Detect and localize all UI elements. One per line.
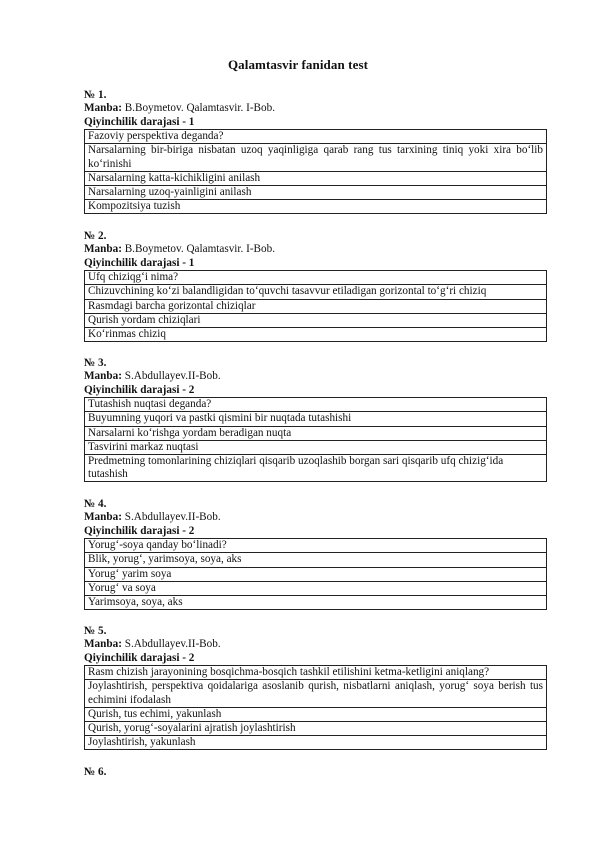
answer-option: Narsalarning uzoq-yainligini anilash xyxy=(85,186,547,200)
question-source xyxy=(84,638,548,651)
question-number: № 6. xyxy=(84,766,107,778)
difficulty-level: Qiyinchilik darajasi - 1 xyxy=(84,256,195,269)
source-text: S.Abdullayev.II-Bob. xyxy=(124,370,221,383)
answer-option: Qurish yordam chiziqlari xyxy=(85,313,547,327)
answer-row xyxy=(85,736,547,750)
answer-option: Kompozitsiya tuzish xyxy=(85,200,547,214)
answer-row xyxy=(85,328,547,342)
answer-option: Yorug‘ yarim soya xyxy=(85,567,547,581)
question-row xyxy=(85,271,547,285)
source-text: B.Boymetov. Qalamtasvir. I-Bob. xyxy=(124,243,276,256)
correct-answer: Blik, yorug‘, yarimsoya, soya, aks xyxy=(85,553,547,567)
answer-option: Narsalarni ko‘rishga yordam beradigan nuqta xyxy=(85,426,547,440)
answer-row xyxy=(85,567,547,581)
difficulty-level: Qiyinchilik darajasi - 2 xyxy=(84,383,195,396)
question-number: № 1. xyxy=(84,89,107,101)
answer-option: Yorug‘ va soya xyxy=(85,581,547,595)
answer-row xyxy=(85,299,547,313)
source-text: B.Boymetov. Qalamtasvir. I-Bob. xyxy=(124,102,276,115)
answer-row xyxy=(85,455,547,482)
question-row xyxy=(85,130,547,144)
answer-option: Tasvirini markaz nuqtasi xyxy=(85,440,547,454)
difficulty-level: Qiyinchilik darajasi - 2 xyxy=(84,524,195,537)
question-row xyxy=(85,398,547,412)
answer-table xyxy=(84,397,547,482)
question-text: Tutashish nuqtasi deganda? xyxy=(85,398,547,412)
question-2 xyxy=(84,230,548,342)
answer-row xyxy=(85,412,547,426)
answer-table xyxy=(84,665,547,750)
difficulty-level: Qiyinchilik darajasi - 2 xyxy=(84,651,195,664)
answer-option: Joylashtirish, yakunlash xyxy=(85,736,547,750)
answer-row xyxy=(85,596,547,610)
question-number: № 4. xyxy=(84,498,107,510)
answer-option: Rasmdagi barcha gorizontal chiziqlar xyxy=(85,299,547,313)
question-6 xyxy=(84,766,548,779)
correct-answer: Buyumning yuqori va pastki qismini bir nuqtada tutashishi xyxy=(85,412,547,426)
answer-row xyxy=(85,553,547,567)
answer-table xyxy=(84,129,547,214)
answer-row xyxy=(85,581,547,595)
question-3 xyxy=(84,357,548,482)
answer-row xyxy=(85,707,547,721)
answer-option: Narsalarning katta-kichikligini anilash xyxy=(85,171,547,185)
source-text: S.Abdullayev.II-Bob. xyxy=(124,511,221,524)
source-label: Manba: xyxy=(84,243,122,256)
question-text: Yorug‘-soya qanday bo‘linadi? xyxy=(85,539,547,553)
answer-row xyxy=(85,144,547,171)
question-4 xyxy=(84,498,548,610)
answer-row xyxy=(85,722,547,736)
answer-option: Qurish, tus echimi, yakunlash xyxy=(85,707,547,721)
question-source xyxy=(84,102,548,115)
source-label: Manba: xyxy=(84,102,122,115)
answer-option: Ko‘rinmas chiziq xyxy=(85,328,547,342)
page-title: Qalamtasvir fanidan test xyxy=(227,57,369,72)
question-number: № 2. xyxy=(84,230,107,242)
question-text: Ufq chiziqg‘i nima? xyxy=(85,271,547,285)
answer-row xyxy=(85,313,547,327)
answer-row xyxy=(85,186,547,200)
source-label: Manba: xyxy=(84,638,122,651)
question-number: № 3. xyxy=(84,357,107,369)
correct-answer: Narsalarning bir-biriga nisbatan uzoq yaqinligiga qarab rang tus tarxining tiniq yoki xira bo‘lib ko‘rinishi xyxy=(85,144,547,171)
correct-answer: Chizuvchining ko‘zi balandligidan to‘quvchi tasavvur etiladigan gorizontal to‘g‘ri chiziq xyxy=(85,285,547,299)
answer-option: Predmetning tomonlarining chiziqlari qisqarib uzoqlashib borgan sari qisqarib ufq chizig‘ida tutashish xyxy=(85,455,547,482)
answer-row xyxy=(85,440,547,454)
source-label: Manba: xyxy=(84,511,122,524)
question-source xyxy=(84,511,548,524)
question-row xyxy=(85,666,547,680)
question-source xyxy=(84,370,548,383)
source-text: S.Abdullayev.II-Bob. xyxy=(124,638,221,651)
difficulty-level: Qiyinchilik darajasi - 1 xyxy=(84,115,195,128)
question-row xyxy=(85,539,547,553)
answer-row xyxy=(85,200,547,214)
answer-row xyxy=(85,285,547,299)
correct-answer: Joylashtirish, perspektiva qoidalariga asoslanib qurish, nisbatlarni aniqlash, yorug‘ soya berish tus echimini ifodalash xyxy=(85,680,547,707)
question-1 xyxy=(84,89,548,214)
question-text: Fazoviy perspektiva deganda? xyxy=(85,130,547,144)
question-number: № 5. xyxy=(84,625,107,637)
answer-row xyxy=(85,680,547,707)
answer-table xyxy=(84,270,547,342)
answer-table xyxy=(84,538,547,610)
answer-option: Yarimsoya, soya, aks xyxy=(85,596,547,610)
question-5 xyxy=(84,625,548,750)
answer-option: Qurish, yorug‘-soyalarini ajratish joylashtirish xyxy=(85,722,547,736)
answer-row xyxy=(85,171,547,185)
source-label: Manba: xyxy=(84,370,122,383)
question-text: Rasm chizish jarayonining bosqichma-bosqich tashkil etilishini ketma-ketligini aniqlang? xyxy=(85,666,547,680)
answer-row xyxy=(85,426,547,440)
question-source xyxy=(84,243,548,256)
